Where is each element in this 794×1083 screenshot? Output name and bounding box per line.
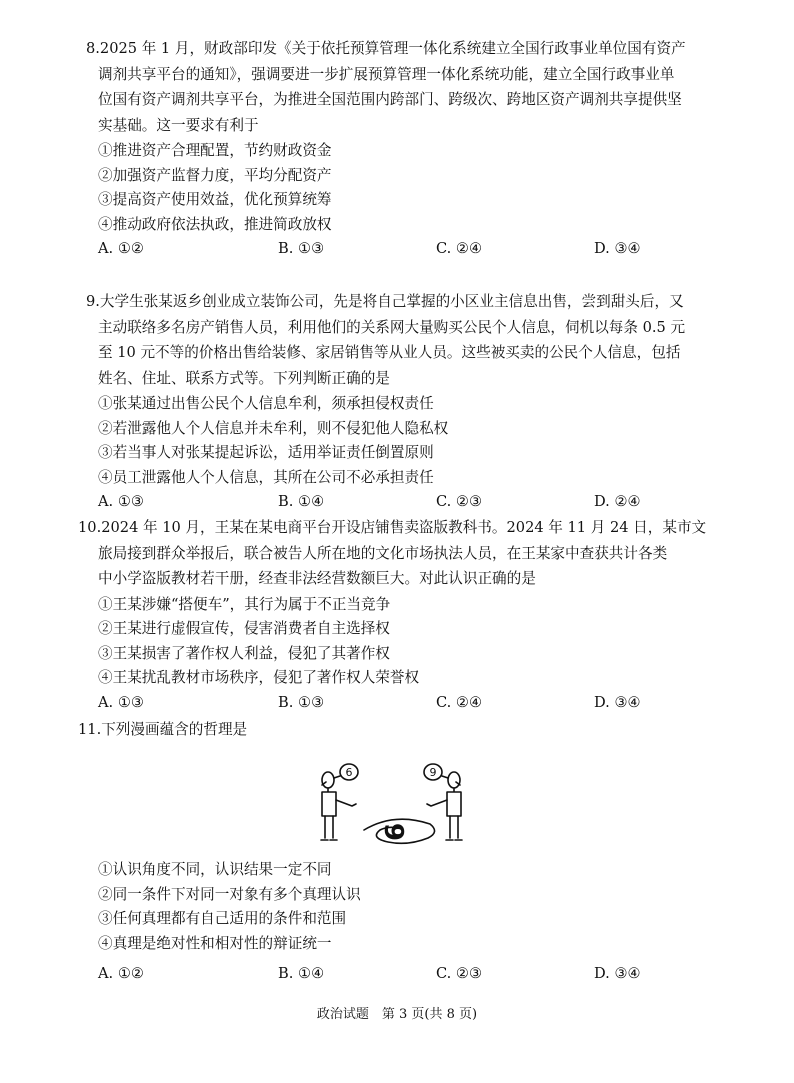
- choice-c: C. ②④: [436, 693, 483, 711]
- stem-line: 调剂共享平台的通知》，强调要进一步扩展预算管理一体化系统功能，建立全国行政事业单: [98, 65, 675, 83]
- choice-b: B. ①④: [278, 965, 325, 982]
- choice-c: C. ②④: [436, 240, 483, 257]
- choice-a: A. ①②: [98, 240, 144, 257]
- option-2: ②加强资产监督力度，平均分配资产: [98, 166, 332, 184]
- stem-line: 旅局接到群众举报后，联合被告人所在地的文化市场执法人员，在王某家中查获共计各类: [98, 544, 668, 562]
- option-3: ③任何真理都有自己适用的条件和范围: [98, 910, 347, 927]
- option-3: ③王某损害了著作权人利益，侵犯了其著作权: [98, 644, 390, 662]
- stem-line: 10.2024 年 10 月，王某在某电商平台开设店铺售卖盗版教科书。2024 年 11 月 24 日，某市文: [78, 519, 707, 536]
- choice-a: A. ①③: [98, 493, 144, 510]
- question-8: [86, 36, 726, 260]
- option-2: ②王某进行虚假宣传，侵害消费者自主选择权: [98, 620, 390, 637]
- cartoon-illustration: [316, 760, 466, 846]
- choice-d: D. ③④: [594, 965, 641, 982]
- option-3: ③若当事人对张某提起诉讼，适用举证责任倒置原则: [98, 444, 434, 461]
- answer-choices: [98, 961, 726, 985]
- option-1: ①王某涉嫌“搭便车”，其行为属于不正当竞争: [98, 595, 391, 613]
- choice-c: C. ②③: [436, 965, 483, 982]
- stem-line: 主动联络多名房产销售人员，利用他们的关系网大量购买公民个人信息，伺机以每条 0.5 元: [98, 318, 686, 336]
- option-4: ④王某扰乱教材市场秩序，侵犯了著作权人荣誉权: [98, 669, 420, 686]
- option-2: ②同一条件下对同一对象有多个真理认识: [98, 885, 361, 903]
- choice-d: D. ③④: [594, 693, 641, 711]
- option-4: ④真理是绝对性和相对性的辩证统一: [98, 934, 332, 952]
- stem-line: 姓名、住址、联系方式等。下列判断正确的是: [98, 369, 390, 387]
- choice-b: B. ①④: [278, 493, 325, 510]
- option-3: ③提高资产使用效益，优化预算统筹: [98, 191, 332, 208]
- option-1: ①认识角度不同，认识结果一定不同: [98, 861, 332, 878]
- stem-line: 9.大学生张某返乡创业成立装饰公司，先是将自己掌握的小区业主信息出售，尝到甜头后，又: [86, 293, 684, 310]
- choice-d: D. ②④: [594, 493, 641, 510]
- choice-d: D. ③④: [594, 240, 641, 257]
- stem-line: 中小学盗版教材若干册，经查非法经营数额巨大。对此认识正确的是: [98, 570, 536, 587]
- option-4: ④推动政府依法执政，推进简政放权: [98, 215, 332, 233]
- question-8-stem: [86, 36, 726, 138]
- floor-digit: 6: [381, 822, 411, 842]
- page-footer: 政治试题 第 3 页(共 8 页): [316, 1007, 478, 1022]
- stem-line: 位国有资产调剂共享平台，为推进全国范围内跨部门、跨级次、跨地区资产调剂共享提供坚: [98, 91, 682, 108]
- answer-choices: [98, 236, 726, 260]
- option-2: ②若泄露他人个人信息并未牟利，则不侵犯他人隐私权: [98, 419, 449, 437]
- option-1: ①张某通过出售公民个人信息牟利，须承担侵权责任: [98, 395, 434, 412]
- stem-line: 至 10 元不等的价格出售给装修、家居销售等从业人员。这些被买卖的公民个人信息，包括: [98, 344, 681, 361]
- question-11: [78, 717, 726, 743]
- option-1: ①推进资产合理配置，节约财政资金: [98, 142, 332, 159]
- question-9: [86, 289, 726, 513]
- question-10: [78, 515, 726, 714]
- stem-line: 11.下列漫画蕴含的哲理是: [78, 721, 248, 738]
- choice-b: B. ①③: [278, 240, 325, 257]
- question-11-options: [86, 857, 726, 985]
- right-bubble-digit: 9: [429, 766, 437, 779]
- question-11-stem: [78, 717, 726, 743]
- answer-choices: [98, 690, 726, 714]
- answer-choices: [98, 489, 726, 513]
- choice-a: A. ①②: [98, 965, 144, 982]
- choice-b: B. ①③: [278, 693, 325, 711]
- left-bubble-digit: 6: [345, 766, 353, 779]
- choice-c: C. ②③: [436, 493, 483, 510]
- option-4: ④员工泄露他人个人信息，其所在公司不必承担责任: [98, 468, 434, 486]
- question-10-stem: [78, 515, 726, 592]
- choice-a: A. ①③: [98, 693, 144, 711]
- stem-line: 8.2025 年 1 月，财政部印发《关于依托预算管理一体化系统建立全国行政事业单位国有资产: [86, 40, 686, 57]
- stem-line: 实基础。这一要求有利于: [98, 116, 259, 134]
- question-9-stem: [86, 289, 726, 391]
